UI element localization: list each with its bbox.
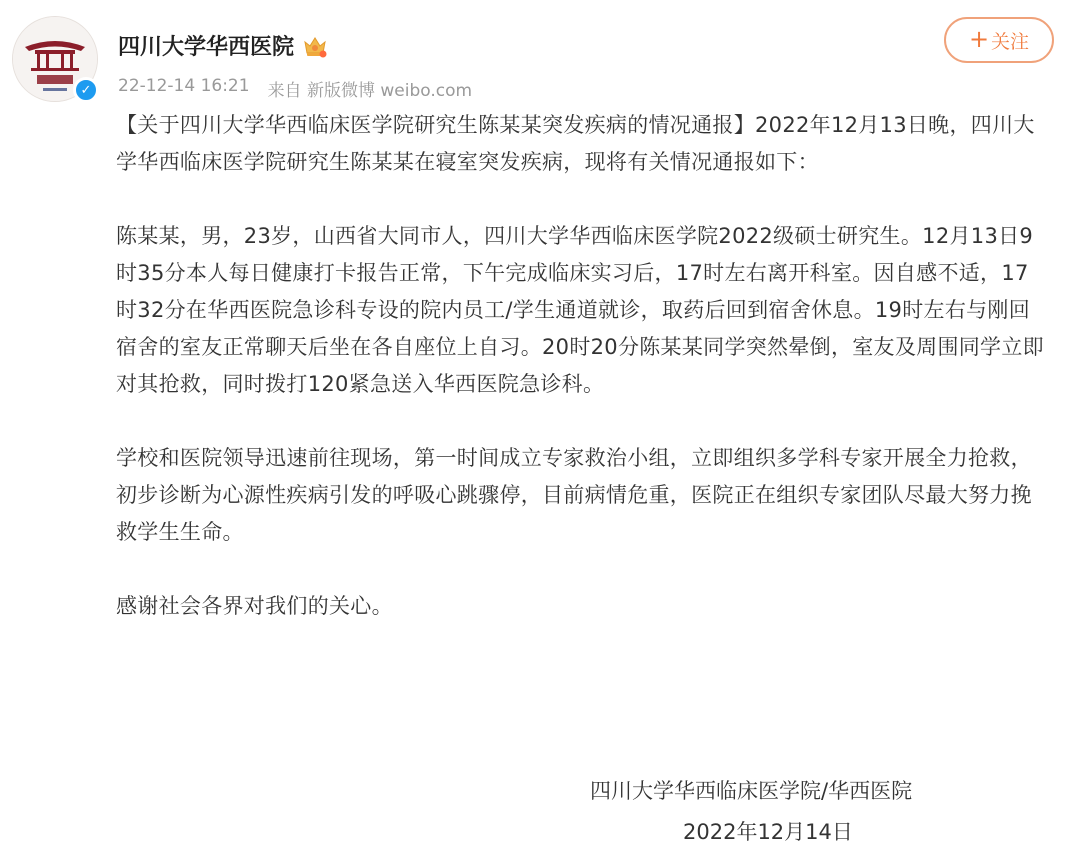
vip-crown-icon[interactable] bbox=[302, 34, 328, 58]
post-paragraph: 学校和医院领导迅速前往现场，第一时间成立专家救治小组，立即组织多学科专家开展全力抢救，初步诊断为心源性疾病引发的呼吸心跳骤停，目前病情危重，医院正在组织专家团队尽最大努力挽救学生生命。 bbox=[116, 446, 1032, 544]
post-source[interactable]: 来自 新版微博 weibo.com bbox=[267, 81, 473, 101]
follow-label: 关注 bbox=[991, 30, 1030, 53]
account-name[interactable]: 四川大学华西医院 bbox=[118, 35, 295, 60]
paragraph-spacer bbox=[116, 403, 1046, 440]
post-timestamp[interactable]: 22-12-14 16:21 bbox=[118, 76, 250, 96]
plus-icon: + bbox=[968, 25, 990, 53]
post-paragraph: 感谢社会各界对我们的关心。 bbox=[116, 594, 393, 618]
follow-button[interactable] bbox=[944, 17, 1054, 63]
account-header bbox=[118, 30, 328, 61]
paragraph-spacer bbox=[116, 551, 1046, 588]
post-paragraph: 陈某某，男，23岁，山西省大同市人，四川大学华西临床医学院2022级硕士研究生。12月13日9时35分本人每日健康打卡报告正常，下午完成临床实习后，17时左右离开科室。因自感不适，17时32分在华西医院急诊科专设的院内员工/学生通道就诊，取药后回到宿舍休息。19时左右与刚回宿舍的室友正常聊天后坐在各自座位上自习。20时20分陈某某同学突然晕倒，室友及周围同学立即对其抢救，同时拨打120紧急送入华西医院急诊科。 bbox=[116, 224, 1044, 396]
post-paragraph: 【关于四川大学华西临床医学院研究生陈某某突发疾病的情况通报】2022年12月13日晚，四川大学华西临床医学院研究生陈某某在寝室突发疾病，现将有关情况通报如下： bbox=[116, 113, 1035, 174]
post-signature: 四川大学华西临床医学院/华西医院 bbox=[590, 779, 913, 803]
post-content bbox=[116, 107, 1046, 625]
post-meta bbox=[118, 76, 472, 101]
verified-check-icon: ✓ bbox=[73, 77, 99, 103]
paragraph-spacer bbox=[116, 181, 1046, 218]
post-date: 2022年12月14日 bbox=[683, 820, 853, 844]
